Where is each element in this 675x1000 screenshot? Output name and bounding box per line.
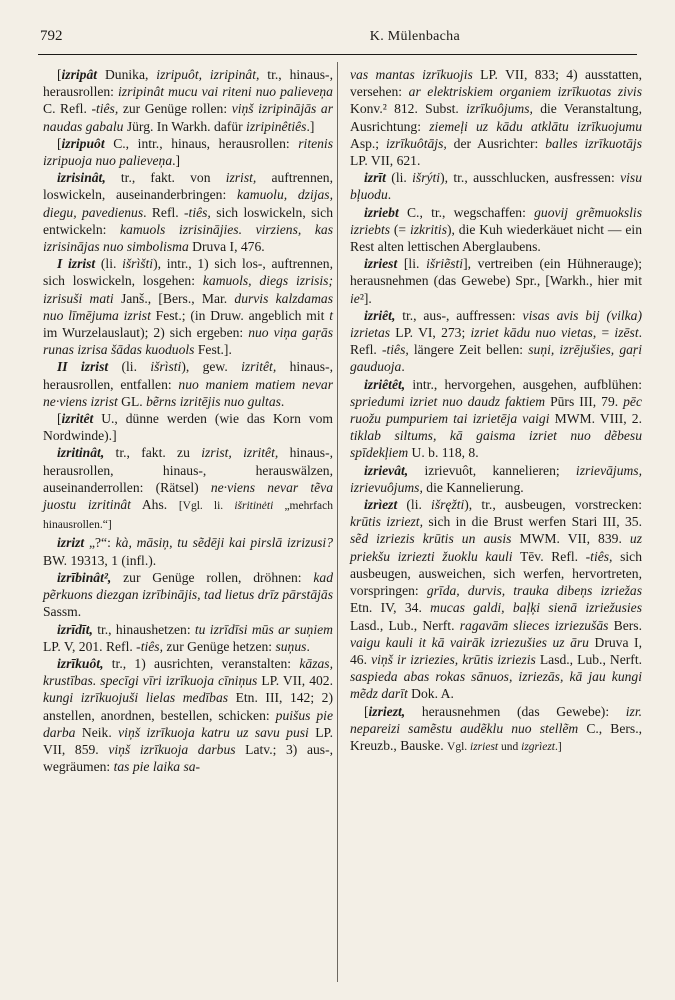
definition-text: Jürg. In Warkh. dafür: [123, 118, 247, 134]
dictionary-entry: [350, 496, 642, 702]
definition-text: Janš., [Bers., Mar.: [113, 290, 235, 306]
definition-text: intr., hervorgehen, ausgehen, aufblühen:: [405, 376, 642, 392]
example-text: vaigu kauli it kā vairāk izriezušies uz āru: [350, 634, 589, 650]
example-text: kad pẽrkuons diezgan izrībinājis, tad lietus drīz pārstājās: [43, 569, 333, 603]
headword: izriebt: [364, 204, 399, 220]
example-text: grīda, durvis, trauka dibeņs izriežas: [426, 583, 642, 599]
note-text: „mehrfach hinausrollen.“]: [43, 500, 333, 532]
dictionary-entry: [43, 135, 333, 169]
definition-text: Neik.: [75, 724, 119, 740]
definition-text: Etn. III, 142; 2) anstellen, anordnen, bestellen, schicken:: [43, 690, 333, 723]
example-text: izripinêtiês: [246, 118, 307, 134]
example-text: izriet kādu nuo vietas: [470, 325, 593, 341]
example-text: ne·viens nevar tẽva juostu izritinât: [43, 479, 333, 513]
definition-text: Sassm.: [43, 604, 82, 620]
example-text: kāzas, krustības. specīgi vīri izrīkuoja cīniņus: [43, 655, 333, 689]
dictionary-entry: [43, 169, 333, 255]
headword: izripât: [61, 67, 98, 82]
headword: izrībinât²,: [57, 569, 112, 585]
definition-text: tr., hinaushetzen:: [92, 621, 195, 637]
example-text: kà, māsiņ, tu sẽdēji kai pirslā izrizusi?: [115, 535, 333, 551]
example-text: viņš ir izriezies, krūtis izriezis: [371, 651, 536, 667]
dictionary-entry: [350, 703, 642, 757]
headword: izritêt: [61, 411, 94, 427]
definition-text: zur Genüge rollen:: [118, 101, 232, 117]
example-text: -tiês,: [91, 101, 119, 117]
headword: izriest: [364, 256, 398, 272]
dictionary-entry: [43, 410, 333, 444]
example-text: izrist, izritêt,: [201, 445, 279, 461]
example-text: izr. nepareizi samẽstu audẽklu nuo stellẽm: [350, 703, 642, 736]
column-divider: [337, 62, 338, 982]
definition-text: Bers.: [608, 617, 642, 633]
example-text: sẽd izriezis krūtis un ausis: [350, 531, 512, 547]
definition-text: C., tr., wegschaffen:: [398, 204, 535, 220]
dictionary-entry: [43, 255, 333, 358]
definition-text: tr., 1) ausrichten, veranstalten:: [103, 655, 300, 671]
definition-text: tr., fakt. zu: [104, 445, 202, 461]
example-text: izrīkuôjums,: [466, 101, 533, 117]
dictionary-entry: [43, 534, 333, 568]
definition-text: Ahs.: [130, 497, 179, 513]
example-text: balles izrīkuotājs: [545, 135, 642, 151]
definition-text: LP. VII, 621.: [350, 153, 421, 169]
example-text: bẽrns izritējis nuo gultas: [146, 393, 281, 409]
dictionary-entry: [350, 376, 642, 462]
definition-text: ), die Kuh wiederkäuet nicht — ein Rest alten lettischen Aberglaubens.: [350, 221, 642, 255]
definition-text: (=: [390, 221, 410, 237]
note-text: .]: [555, 740, 562, 753]
example-text: tiklab siltums, kā gaisma izriet nuo dẽbesu spīdekļiem: [350, 428, 642, 461]
dictionary-entry: [350, 66, 642, 169]
dictionary-entry: [43, 444, 333, 534]
dictionary-entry: [43, 621, 333, 655]
page-header: [40, 28, 635, 52]
definition-text: .: [401, 359, 405, 375]
example-text: kamuols, diegs izrisis; izrisuši mati: [43, 273, 333, 306]
example-text: puišus pie darba: [43, 707, 333, 740]
example-text: nuo maniem matiem nevar ne·viens izrist: [43, 376, 333, 409]
example-text: ziemeļi uz kādu atklātu izrīkuojumu: [429, 118, 642, 134]
definition-text: [: [364, 703, 369, 719]
definition-text: . Refl.: [143, 204, 185, 220]
definition-text: C., Bers., Kreuzb., Bauske.: [350, 720, 642, 753]
note-example: išritinėti: [234, 500, 274, 513]
definition-text: im Wurzelauslaut); 2) sich ergeben:: [43, 325, 249, 341]
definition-text: ), tr., ausbeugen, vorstrecken:: [464, 497, 642, 513]
definition-text: tr., hinaus-, herausrollen:: [43, 67, 333, 100]
definition-text: C. Refl.: [43, 101, 92, 117]
definition-text: sich ausbeugen, ausweichen, sich werfen, hervortreten, vorspringen:: [350, 548, 642, 599]
definition-text: die Kannelierung.: [422, 479, 524, 495]
definition-text: längere Zeit bellen:: [408, 342, 529, 358]
header-rule: [38, 54, 637, 55]
definition-text: BW. 19313, 1 (infl.).: [43, 552, 157, 568]
definition-text: zur Genüge rollen, dröhnen:: [111, 569, 314, 585]
example-text: durvis kalzdamas nuo līmējuma izrist: [43, 290, 334, 323]
definition-text: herausnehmen (das Gewebe):: [405, 703, 626, 719]
dictionary-entry: [43, 66, 333, 135]
definition-text: [: [57, 411, 62, 427]
example-text: izrievājums, izrievuôjums,: [350, 462, 642, 495]
definition-text: tr., fakt. von: [105, 170, 226, 186]
example-text: išrìšti: [122, 256, 154, 272]
headword: II izrist: [57, 359, 109, 375]
definition-text: der Ausrichter:: [446, 135, 546, 151]
definition-text: (li.: [95, 256, 123, 272]
definition-text: [: [57, 135, 62, 151]
definition-text: auftrennen, loswickeln, auseinanderbringen:: [43, 170, 333, 203]
note-text: und: [498, 740, 522, 753]
definition-text: Fest.; (in Druw. angeblich mit: [150, 307, 330, 323]
example-text: -tiês,: [184, 204, 211, 220]
definition-text: U., dünne werden (wie das Korn vom Nordwinde).]: [43, 411, 333, 444]
example-text: izritêt,: [241, 359, 277, 375]
example-text: viņš izrīkuoja katru uz savu pusi: [118, 724, 309, 740]
definition-text: ), tr., ausschlucken, ausfressen:: [440, 170, 621, 186]
definition-text: LP. V, 201. Refl.: [43, 638, 137, 654]
example-text: išrýti: [412, 170, 441, 186]
example-text: spriedumi izriet nuo daudz faktiem: [350, 393, 546, 409]
example-text: ie: [350, 290, 360, 306]
example-text: uz priekšu izriezti žuoklu kauli: [350, 531, 642, 564]
dictionary-entry: [350, 204, 642, 256]
example-text: suņus: [275, 638, 307, 654]
headword: izritinât,: [57, 445, 105, 461]
example-text: izrīkuôtājs,: [385, 135, 447, 151]
note-text: [Vgl. li.: [178, 500, 235, 513]
example-text: -tiês,: [381, 342, 409, 358]
running-title: K. Mülenbacha: [369, 29, 460, 44]
right-column: [350, 66, 642, 756]
definition-text: sich loswickeln, sich entwickeln:: [43, 204, 333, 237]
example-text: krūtis izriezt,: [350, 514, 423, 530]
definition-text: GL.: [117, 393, 147, 409]
example-text: izripinât mucu vai riteni nuo palieveņa: [118, 84, 333, 100]
definition-text: LP. VII, 833; 4) ausstatten, versehen:: [350, 67, 643, 100]
headword: izrīt: [364, 170, 386, 186]
example-text: mucas galdi, baļķi sienā izriežusies: [430, 600, 642, 616]
headword: I izrist: [57, 256, 96, 272]
definition-text: Konv.² 812. Subst.: [350, 101, 467, 117]
definition-text: sich in die Brust werfen Stari III, 35.: [422, 514, 642, 530]
definition-text: hinaus-, herausrollen, hinaus-, herauswälzen, auseinanderrollen: (Rätsel): [43, 445, 333, 495]
example-text: ritenis izripuoja nuo palieveņa: [43, 135, 333, 169]
definition-text: C., intr., hinaus, herausrollen:: [104, 135, 299, 151]
definition-text: tr., aus-, auffressen:: [395, 307, 523, 323]
example-text: izēst: [614, 325, 639, 341]
example-text: išriẽsti: [426, 256, 464, 272]
definition-text: .: [280, 393, 285, 409]
headword: izrìezt: [364, 497, 398, 513]
example-text: vas mantas izrīkuojis: [350, 67, 473, 82]
definition-text: MWM. VIII, 2.: [549, 411, 643, 427]
definition-text: Etn. IV, 34.: [350, 600, 431, 616]
definition-text: Dok. A.: [407, 686, 454, 702]
dictionary-entry: [43, 569, 333, 621]
definition-text: .: [306, 638, 310, 654]
definition-text: zur Genüge hetzen:: [162, 638, 276, 654]
headword: izriêt,: [364, 307, 396, 323]
definition-text: Druva I, 46.: [350, 634, 642, 667]
definition-text: [li.: [397, 256, 427, 272]
definition-text: Asp.;: [350, 135, 386, 151]
dictionary-entry: [350, 255, 642, 307]
definition-text: Druva I, 476.: [188, 239, 265, 255]
definition-text: Tēv. Refl.: [512, 548, 586, 564]
headword: izriêtêt,: [364, 376, 406, 392]
definition-text: die Veranstaltung, Ausrichtung:: [350, 101, 642, 134]
example-text: t: [329, 307, 333, 323]
definition-text: Fest.].: [194, 342, 232, 358]
definition-text: ), intr., 1) sich los-, auftrennen, sich loswickeln, losgehen:: [43, 256, 334, 289]
definition-text: (li.: [385, 170, 413, 186]
example-text: visu bļuodu: [350, 170, 643, 203]
example-text: pēc ruožu pumpuriem tai izrietēja vaigi: [350, 393, 642, 427]
dictionary-entry: [350, 307, 642, 376]
definition-text: ], vertreiben (ein Hühnerauge); herausnehmen (das Gewebe) Spr., [Warkh., hier mit: [350, 256, 642, 289]
example-text: kamuols izrisinājies. virziens, kas izrisinājas nuo simbolisma: [43, 221, 333, 255]
definition-text: ), gew.: [181, 359, 242, 375]
example-text: saspieda abas rokas sānuos, izriezās, kā jau kungi mẽdz darīt: [350, 669, 642, 702]
headword: izrizt: [57, 535, 85, 551]
example-text: kungi izrīkuojuši lielas medības: [43, 690, 229, 706]
dictionary-entry: [43, 655, 333, 775]
definition-text: Lasd., Lub., Nerft.: [535, 651, 642, 667]
headword: izrīdīt,: [57, 621, 93, 637]
definition-text: .]: [172, 153, 181, 169]
definition-text: „?“:: [84, 535, 116, 551]
example-text: nuo viņa gaṛās runas izrisa šādas kuoduols: [43, 325, 333, 358]
example-text: kamuolu, dzijas, diegu, pavedienus: [43, 187, 333, 220]
definition-text: .: [387, 187, 392, 203]
example-text: ar elektriskiem organiem izrīkuotas zivis: [408, 84, 642, 100]
left-column: [43, 66, 333, 775]
example-text: -tiês,: [136, 638, 163, 654]
definition-text: LP. VII, 402.: [257, 673, 333, 689]
headword: izrīkuôt,: [57, 655, 104, 671]
note-text: Vgl.: [447, 740, 471, 753]
definition-text: Lasd., Lub., Nerft.: [350, 617, 460, 633]
definition-text: Dunika,: [97, 67, 157, 82]
example-text: išręžti: [431, 497, 465, 513]
example-text: tas pie laika sa-: [113, 759, 201, 775]
definition-text: [: [57, 67, 62, 82]
dictionary-entry: [43, 358, 333, 410]
definition-text: (li.: [108, 359, 151, 375]
definition-text: izrievuôt, kannelieren;: [408, 462, 576, 478]
example-text: tu izrīdīsi mūs ar suņiem: [194, 621, 333, 637]
definition-text: U. b. 118, 8.: [408, 445, 479, 461]
example-text: izrist,: [225, 170, 257, 186]
example-text: guovij grẽmuokslis izriebts: [350, 204, 642, 237]
example-text: viņš izrīkuoja darbus: [108, 741, 236, 757]
definition-text: ²].: [359, 290, 372, 306]
definition-text: . Refl.: [350, 325, 642, 358]
example-text: izkritis: [409, 221, 447, 237]
definition-text: LP. VI, 273;: [390, 325, 471, 341]
definition-text: .]: [306, 118, 315, 134]
dictionary-entry: [350, 169, 642, 203]
definition-text: (li.: [397, 497, 432, 513]
headword: izrievât,: [364, 462, 409, 478]
definition-text: hinaus-, herausrollen, entfallen:: [43, 359, 333, 392]
note-example: izriest: [470, 740, 499, 753]
headword: izripuôt: [61, 135, 105, 151]
definition-text: , =: [592, 325, 615, 341]
definition-text: Latv.; 3) aus-, wegräumen:: [43, 741, 333, 775]
headword: izrisinât,: [57, 170, 106, 186]
example-text: visas avis bij (vilka) izrietas: [350, 307, 642, 341]
definition-text: LP. VII, 859.: [43, 724, 333, 757]
example-text: išrìsti: [150, 359, 182, 375]
example-text: suņi, izrējušies, gaṛi gauduoja: [350, 342, 642, 375]
dictionary-entry: [350, 462, 642, 496]
example-text: -tiês,: [585, 548, 613, 564]
example-text: viņš izripinājās ar naudas gabalu: [43, 101, 333, 134]
example-text: ragavām slieces izriezušās: [459, 617, 609, 633]
headword: izriezt,: [368, 703, 406, 719]
definition-text: Pūrs III, 79.: [545, 393, 624, 409]
definition-text: MWM. VII, 839.: [511, 531, 630, 547]
page-number: 792: [40, 28, 63, 44]
example-text: izripuôt, izripinât,: [156, 67, 260, 82]
note-example: izgrìezt: [521, 740, 556, 753]
